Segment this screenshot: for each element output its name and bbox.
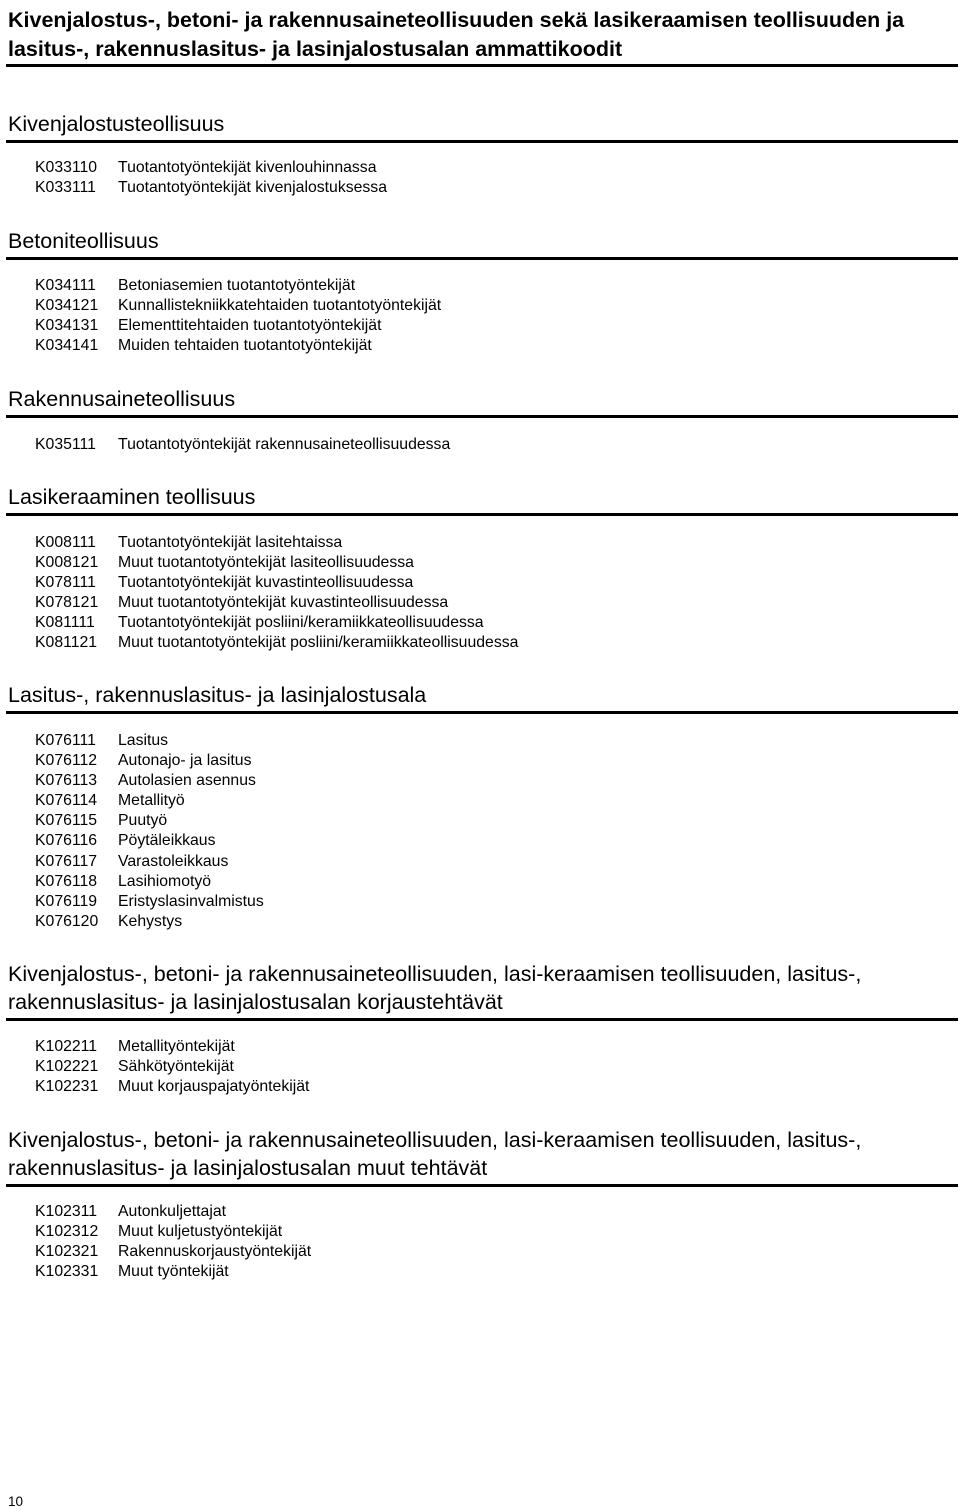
- section-heading: Betoniteollisuus: [6, 227, 958, 260]
- occupation-description: Muut tuotantotyöntekijät posliini/keramiikkateollisuudessa: [118, 634, 519, 652]
- occupation-description: Eristyslasinvalmistus: [118, 892, 264, 910]
- occupation-code: K102321: [35, 1243, 99, 1261]
- section-heading: Kivenjalostusteollisuus: [6, 110, 958, 143]
- list-item: [35, 533, 518, 553]
- section-heading: Lasitus-, rakennuslasitus- ja lasinjalostusala: [6, 681, 958, 714]
- section-muut-tehtavat: [6, 1126, 958, 1281]
- section-heading-line: Kivenjalostus-, betoni- ja rakennusaineteollisuuden, lasi-keraamisen teollisuuden, lasitus-,: [8, 1128, 862, 1152]
- occupation-description: Metallityöntekijät: [118, 1038, 235, 1055]
- code-list: [35, 158, 387, 198]
- occupation-code: K078111: [35, 574, 96, 592]
- code-list: [35, 1202, 311, 1282]
- occupation-code: K076113: [35, 772, 98, 790]
- list-item: [35, 811, 264, 831]
- occupation-description: Tuotantotyöntekijät kivenlouhinnassa: [118, 159, 377, 176]
- list-item: [35, 1202, 311, 1222]
- code-list: [35, 435, 450, 455]
- section-lasikeraaminen-teollisuus: [6, 483, 958, 652]
- occupation-code: K102211: [35, 1038, 98, 1055]
- list-item: [35, 336, 441, 356]
- section-lasitus: [6, 681, 958, 930]
- occupation-description: Muut tuotantotyöntekijät kuvastinteollisuudessa: [118, 594, 449, 612]
- list-item: [35, 872, 264, 892]
- occupation-description: Tuotantotyöntekijät kuvastinteollisuudessa: [118, 574, 414, 592]
- list-item: [35, 852, 264, 872]
- occupation-description: Metallityö: [118, 792, 185, 810]
- section-heading: Rakennusaineteollisuus: [6, 385, 958, 418]
- occupation-description: Autonkuljettajat: [118, 1203, 227, 1220]
- occupation-description: Autolasien asennus: [118, 772, 256, 790]
- occupation-code: K008121: [35, 554, 99, 572]
- occupation-description: Lasihiomotyö: [118, 872, 212, 890]
- code-list: [35, 276, 441, 356]
- occupation-code: K034131: [35, 317, 99, 335]
- occupation-code: K076118: [35, 872, 98, 890]
- occupation-code: K033111: [35, 179, 96, 197]
- occupation-code: K034121: [35, 297, 99, 315]
- occupation-description: Pöytäleikkaus: [118, 832, 216, 850]
- occupation-code: K081121: [35, 634, 98, 652]
- occupation-description: Muiden tehtaiden tuotantotyöntekijät: [118, 337, 372, 355]
- occupation-code: K076111: [35, 732, 96, 749]
- occupation-description: Elementtitehtaiden tuotantotyöntekijät: [118, 317, 382, 335]
- section-betoniteollisuus: [6, 227, 958, 355]
- occupation-description: Muut työntekijät: [118, 1263, 229, 1281]
- occupation-description: Muut tuotantotyöntekijät lasiteollisuudessa: [118, 554, 414, 572]
- occupation-code: K008111: [35, 534, 96, 551]
- list-item: [35, 296, 441, 316]
- occupation-description: Betoniasemien tuotantotyöntekijät: [118, 277, 356, 294]
- list-item: [35, 158, 387, 178]
- section-rakennusaineteollisuus: [6, 385, 958, 453]
- section-heading-line: rakennuslasitus- ja lasinjalostusalan korjaustehtävät: [8, 990, 503, 1014]
- occupation-code: K078121: [35, 594, 99, 612]
- occupation-code: K102331: [35, 1263, 99, 1281]
- occupation-description: Puutyö: [118, 812, 168, 830]
- document-title: Kivenjalostus-, betoni- ja rakennusaineteollisuuden sekä lasikeraamisen teollisuuden ja lasitus-, rakennuslasitus- ja lasinjalostusalan ammattikoodit: [8, 8, 905, 61]
- list-item: [35, 771, 264, 791]
- list-item: [35, 912, 264, 932]
- list-item: [35, 892, 264, 912]
- occupation-description: Varastoleikkaus: [118, 852, 229, 870]
- occupation-description: Lasitus: [118, 732, 169, 749]
- list-item: [35, 1262, 311, 1282]
- list-item: [35, 613, 518, 633]
- occupation-description: Muut kuljetustyöntekijät: [118, 1223, 283, 1241]
- occupation-code: K102231: [35, 1078, 99, 1096]
- occupation-description: Tuotantotyöntekijät rakennusaineteollisuudessa: [118, 436, 451, 453]
- section-heading: Lasikeraaminen teollisuus: [6, 483, 958, 516]
- occupation-code: K076115: [35, 812, 98, 830]
- occupation-description: Kehystys: [118, 912, 183, 930]
- occupation-code: K102312: [35, 1223, 99, 1241]
- occupation-description: Tuotantotyöntekijät kivenjalostuksessa: [118, 179, 387, 197]
- occupation-description: Kunnallistekniikkatehtaiden tuotantotyöntekijät: [118, 297, 442, 315]
- occupation-description: Autonajo- ja lasitus: [118, 752, 252, 770]
- list-item: [35, 831, 264, 851]
- occupation-code: K102221: [35, 1058, 99, 1076]
- occupation-code: K076120: [35, 912, 99, 930]
- occupation-code: K076112: [35, 752, 98, 770]
- section-heading-line: rakennuslasitus- ja lasinjalostusalan muut tehtävät: [8, 1156, 488, 1180]
- occupation-code: K034141: [35, 337, 99, 355]
- occupation-description: Muut korjauspajatyöntekijät: [118, 1078, 310, 1096]
- occupation-description: Rakennuskorjaustyöntekijät: [118, 1243, 312, 1261]
- list-item: [35, 1057, 309, 1077]
- section-heading: [6, 960, 958, 1021]
- list-item: [35, 178, 387, 198]
- list-item: [35, 593, 518, 613]
- section-kivenjalostusteollisuus: [6, 110, 958, 197]
- occupation-code: K076119: [35, 892, 98, 910]
- list-item: [35, 435, 450, 455]
- list-item: [35, 1222, 311, 1242]
- code-list: [35, 1037, 309, 1097]
- occupation-code: K076116: [35, 832, 98, 850]
- title-divider: [6, 64, 958, 67]
- list-item: [35, 573, 518, 593]
- list-item: [35, 1077, 309, 1097]
- code-list: [35, 533, 518, 654]
- list-item: [35, 731, 264, 751]
- occupation-description: Sähkötyöntekijät: [118, 1058, 234, 1076]
- list-item: [35, 1037, 309, 1057]
- occupation-code: K076117: [35, 852, 98, 870]
- page-number: 10: [8, 1494, 24, 1509]
- section-heading-line: Kivenjalostus-, betoni- ja rakennusaineteollisuuden, lasi-keraamisen teollisuuden, lasitus-,: [8, 962, 862, 986]
- list-item: [35, 276, 441, 296]
- occupation-code: K076114: [35, 792, 98, 810]
- list-item: [35, 633, 518, 653]
- section-korjaustehtavat: [6, 960, 958, 1096]
- occupation-code: K102311: [35, 1203, 98, 1220]
- list-item: [35, 1242, 311, 1262]
- code-list: [35, 731, 264, 932]
- list-item: [35, 751, 264, 771]
- occupation-code: K081111: [35, 614, 95, 632]
- section-heading: [6, 1126, 958, 1187]
- list-item: [35, 316, 441, 336]
- list-item: [35, 791, 264, 811]
- occupation-code: K034111: [35, 277, 96, 294]
- occupation-description: Tuotantotyöntekijät posliini/keramiikkateollisuudessa: [118, 614, 484, 632]
- occupation-code: K035111: [35, 436, 96, 453]
- occupation-description: Tuotantotyöntekijät lasitehtaissa: [118, 534, 343, 551]
- occupation-code: K033110: [35, 159, 98, 176]
- list-item: [35, 553, 518, 573]
